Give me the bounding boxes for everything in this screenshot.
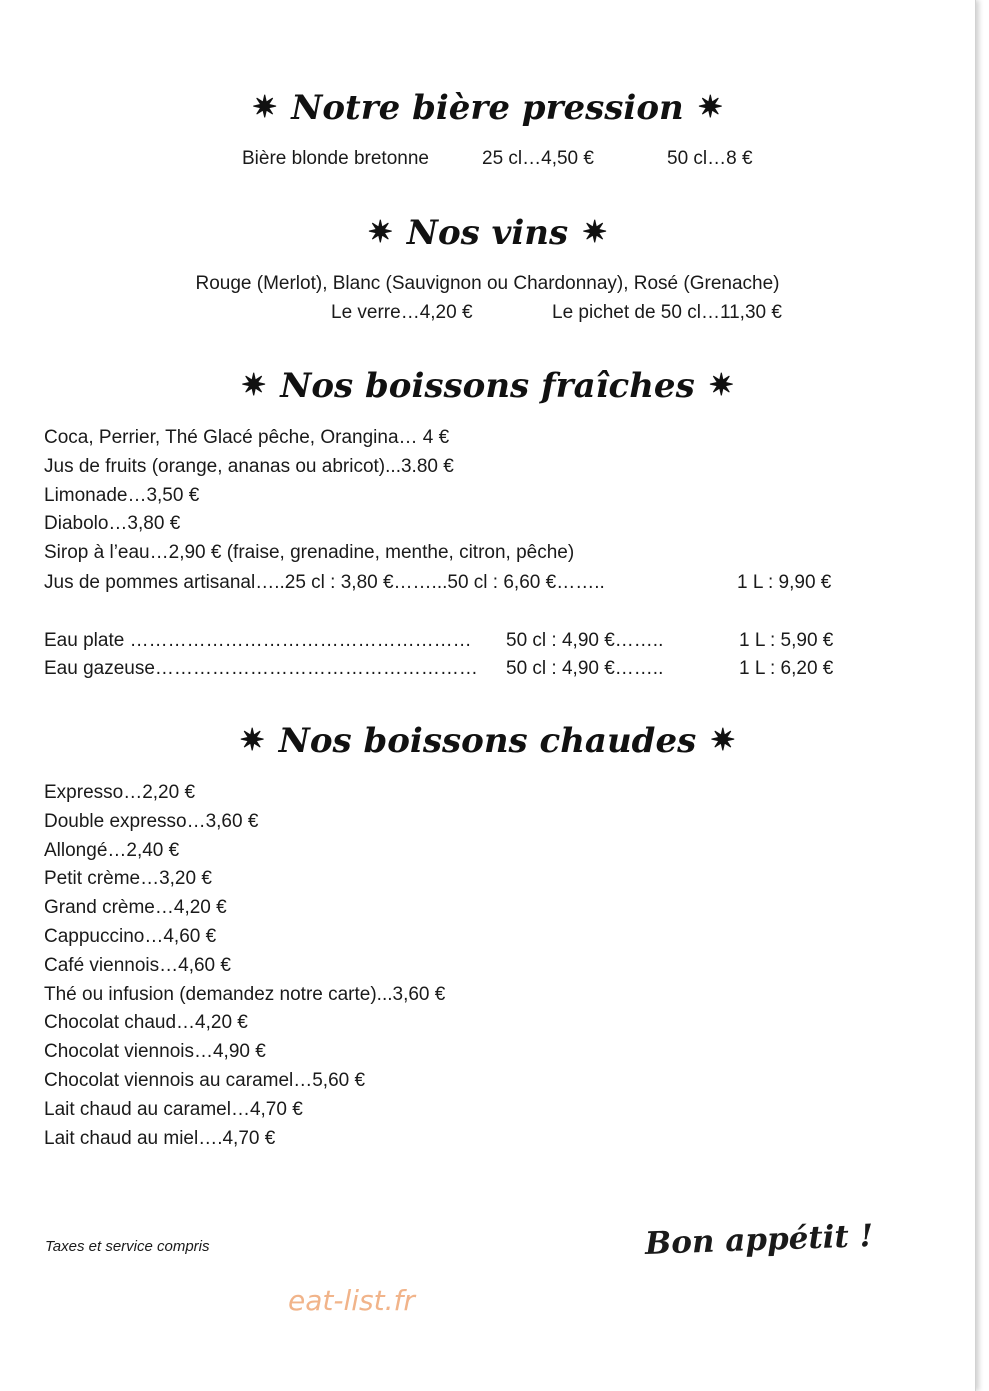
- list-item: Allongé…2,40 €: [44, 839, 180, 861]
- star-icon: ✷: [252, 90, 278, 125]
- section-title: Nos boissons chaudes: [278, 721, 697, 761]
- section-title: Notre bière pression: [291, 88, 684, 128]
- list-item: Chocolat viennois au caramel…5,60 €: [44, 1069, 366, 1091]
- list-item: Thé ou infusion (demandez notre carte)...3,60 €: [44, 983, 446, 1005]
- list-item: Petit crème…3,20 €: [44, 868, 212, 890]
- list-item: Expresso…2,20 €: [44, 782, 196, 803]
- section-heading-hot: [0, 721, 975, 761]
- star-icon: ✷: [367, 215, 393, 250]
- closing-message: Bon appétit !: [644, 1218, 874, 1262]
- section-heading-wine: [0, 213, 975, 253]
- star-icon: ✷: [697, 90, 723, 125]
- section-heading-cold: [0, 366, 975, 406]
- list-item: Cappuccino…4,60 €: [44, 925, 217, 947]
- section-title: Nos boissons fraîches: [280, 366, 695, 406]
- water-still-liter: 1 L : 5,90 €: [739, 630, 834, 651]
- water-still-half: 50 cl : 4,90 €……..: [506, 630, 664, 651]
- wine-pitcher-price: Le pichet de 50 cl…11,30 €: [552, 302, 782, 323]
- star-icon: ✷: [710, 723, 736, 758]
- section-title: Nos vins: [406, 213, 569, 253]
- list-item: Limonade…3,50 €: [44, 484, 200, 506]
- list-item: Chocolat chaud…4,20 €: [44, 1012, 248, 1034]
- star-icon: ✷: [239, 723, 265, 758]
- apple-juice-liter: 1 L : 9,90 €: [737, 572, 832, 593]
- list-item: Chocolat viennois…4,90 €: [44, 1041, 266, 1063]
- star-icon: ✷: [708, 368, 734, 403]
- list-item: Jus de fruits (orange, ananas ou abricot)...3.80 €: [44, 455, 454, 477]
- taxes-note: Taxes et service compris: [45, 1238, 210, 1255]
- list-item: Lait chaud au miel….4,70 €: [44, 1127, 276, 1149]
- beer-name: Bière blonde bretonne: [242, 148, 429, 169]
- wine-types: Rouge (Merlot), Blanc (Sauvignon ou Chardonnay), Rosé (Grenache): [195, 273, 780, 294]
- list-item: Diabolo…3,80 €: [44, 513, 181, 535]
- list-item: Double expresso…3,60 €: [44, 810, 259, 832]
- star-icon: ✷: [241, 368, 267, 403]
- hot-drinks-list: [44, 779, 445, 1153]
- star-icon: ✷: [582, 215, 608, 250]
- water-sparkling-half: 50 cl : 4,90 €……..: [506, 658, 664, 679]
- list-item: Lait chaud au caramel…4,70 €: [44, 1098, 303, 1120]
- water-sparkling-name: Eau gazeuse……………………………………………: [44, 658, 478, 679]
- water-still-name: Eau plate ………………………………………………: [44, 630, 472, 651]
- cold-drinks-list: [44, 424, 574, 568]
- apple-juice-prices: Jus de pommes artisanal…..25 cl : 3,80 €……...50 cl : 6,60 €……..: [44, 572, 605, 593]
- beer-price-large: 50 cl…8 €: [667, 148, 753, 169]
- wine-glass-price: Le verre…4,20 €: [331, 302, 473, 323]
- list-item: Sirop à l’eau…2,90 € (fraise, grenadine, menthe, citron, pêche): [44, 542, 575, 564]
- list-item: Café viennois…4,60 €: [44, 954, 231, 976]
- watermark: eat-list.fr: [288, 1284, 415, 1317]
- section-heading-beer: [0, 88, 975, 128]
- list-item: Coca, Perrier, Thé Glacé pêche, Orangina… 4 €: [44, 427, 450, 448]
- beer-price-small: 25 cl…4,50 €: [482, 148, 594, 169]
- water-sparkling-liter: 1 L : 6,20 €: [739, 658, 834, 679]
- list-item: Grand crème…4,20 €: [44, 897, 227, 919]
